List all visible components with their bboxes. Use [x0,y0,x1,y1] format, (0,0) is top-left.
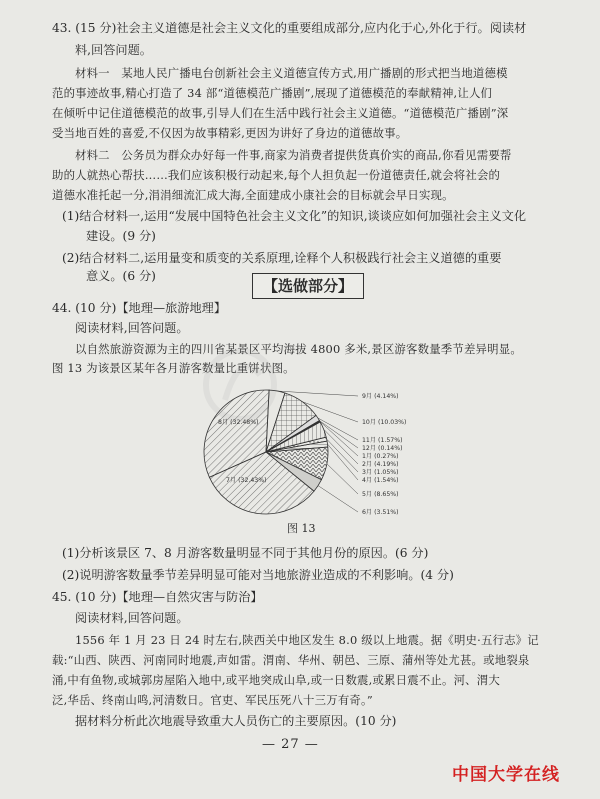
pie-label-m5: 5月 (8.65%) [362,491,399,498]
q43-sub1-line2: 建设。(9 分) [86,229,156,243]
q45-material-line1: 1556 年 1 月 23 日 24 时左右,陕西关中地区发生 8.0 级以上地震。据《明史·五行志》记 [75,633,539,647]
pie-label-m9: 9月 (4.14%) [362,393,399,400]
q43-m1-line3: 在倾听中记住道德模范的故事,引导人们在生活中践行社会主义道德。“道德模范广播剧”深 [52,106,509,120]
pie-leader-m6 [318,486,358,512]
q43-sub2-line2: 意义。(6 分) [86,269,156,283]
pie-chart [196,380,436,520]
figure-caption: 图 13 [287,522,316,535]
q45-material-line3: 涌,中有鱼物,或城郭房屋陷入地中,或平地突成山阜,或一日数震,或累日震不止。河、渭大 [52,673,500,687]
pie-label-m1: 1月 (0.27%) [362,453,399,460]
q43-m2-line1: 材料二 公务员为群众办好每一件事,商家为消费者提供货真价实的商品,你看见需要帮 [75,148,512,162]
q44-material-line1: 以自然旅游资源为主的四川省某景区平均海拔 4800 多米,景区游客数量季节差异明显。 [75,342,522,356]
pie-label-m4: 4月 (1.54%) [362,477,399,484]
pie-leader-m5 [327,464,358,494]
pie-leader-m4 [327,444,358,480]
pie-label-m11: 11月 (1.57%) [362,437,403,444]
q43-line2: 料,回答问题。 [75,43,152,57]
q44-sub1: (1)分析该景区 7、8 月游客数量明显不同于其他月份的原因。(6 分) [62,546,429,560]
q43-m1-line4: 受当地百姓的喜爱,不仅因为故事精彩,更因为讲好了身边的道德故事。 [52,126,408,140]
page-number: — 27 — [262,737,319,752]
pie-leader-m3 [327,439,358,472]
pie-label-m6: 6月 (3.51%) [362,509,399,516]
q43-line1: 43. (15 分)社会主义道德是社会主义文化的重要组成部分,应内化于心,外化于行。阅读材 [52,21,527,35]
section-heading: 【选做部分】 [252,273,364,299]
q45-material-line2: 载:“山西、陕西、河南同时地震,声如雷。渭南、华州、朝邑、三原、蒲州等处尤甚。或地裂泉 [52,653,530,667]
pie-label-m2: 2月 (4.19%) [362,461,399,468]
pie-label-m3: 3月 (1.05%) [362,469,399,476]
q45-instruction: 阅读材料,回答问题。 [75,611,189,625]
q45-task: 据材料分析此次地震导致重大人员伤亡的主要原因。(10 分) [75,714,397,728]
q43-sub2-line1: (2)结合材料二,运用量变和质变的关系原理,诠释个人积极践行社会主义道德的重要 [62,251,502,265]
q43-sub1-line1: (1)结合材料一,运用“发展中国特色社会主义文化”的知识,谈谈应如何加强社会主义文化 [62,209,527,223]
q45-material-line4: 泛,华岳、终南山鸣,河清数日。官吏、军民压死八十三万有奇。” [52,693,373,707]
q44-title: 44. (10 分)【地理—旅游地理】 [52,301,227,315]
q43-m1-line2: 范的事迹故事,精心打造了 34 部“道德模范广播剧”,展现了道德模范的奉献精神,让人们 [52,86,493,100]
q44-instruction: 阅读材料,回答问题。 [75,321,189,335]
q43-m2-line2: 助的人就热心帮扶……我们应该积极行动起来,每个人担负起一份道德责任,就会将社会的 [52,168,501,182]
pie-label-m7: 7月 (32.43%) [226,477,267,484]
pie-label-m8: 8月 (32.48%) [218,419,259,426]
footer-brand: 中国大学在线 [452,765,560,785]
pie-label-m12: 12月 (0.14%) [362,445,403,452]
pie-label-m10: 10月 (10.03%) [362,419,407,426]
q43-m1-line1: 材料一 某地人民广播电台创新社会主义道德宣传方式,用广播剧的形式把当地道德模 [75,66,508,80]
q44-material-line2: 图 13 为该景区某年各月游客数量比重饼状图。 [52,361,295,375]
q44-sub2: (2)说明游客数量季节差异明显可能对当地旅游业造成的不利影响。(4 分) [62,568,454,582]
q45-title: 45. (10 分)【地理—自然灾害与防治】 [52,590,263,604]
pie-leader-m2 [324,429,358,464]
q43-m2-line3: 道德水准托起一分,涓涓细流汇成大海,全面建成小康社会的目标就会早日实现。 [52,188,454,202]
